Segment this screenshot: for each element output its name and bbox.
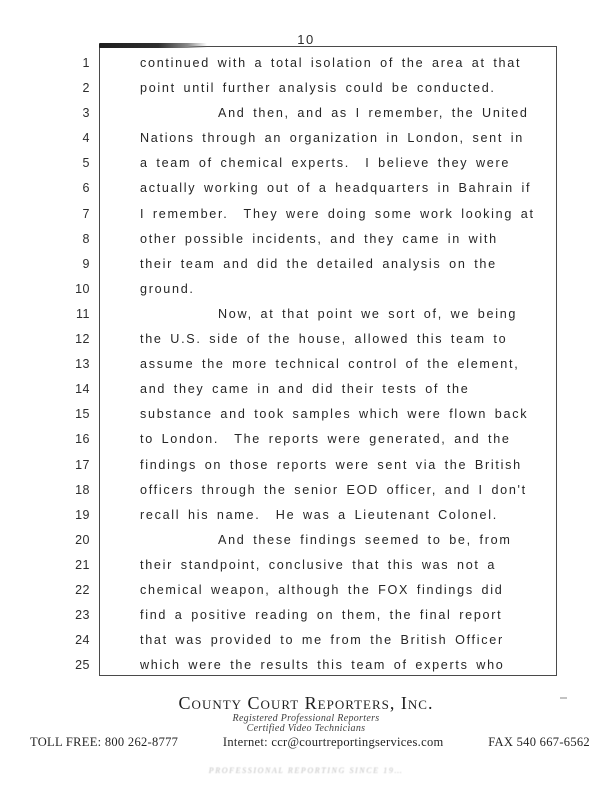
line-number: 4 xyxy=(82,131,90,146)
line-number: 20 xyxy=(75,532,90,547)
transcript-line-text: their team and did the detailed analysis on the xyxy=(140,256,497,271)
transcript-line-text: continued with a total isolation of the area at that xyxy=(140,56,522,70)
transcript-row xyxy=(0,478,612,503)
transcript-line-text: the U.S. side of the house, allowed this team to xyxy=(140,332,508,347)
transcript-line-text: other possible incidents, and they came in with xyxy=(140,231,498,246)
transcript-row xyxy=(0,252,612,277)
transcript-line-text: a team of chemical experts. I believe they were xyxy=(140,156,511,171)
transcript-line-text: that was provided to me from the British Officer xyxy=(140,633,504,648)
transcript-line-text: to London. The reports were generated, and the xyxy=(140,432,511,447)
transcript-row xyxy=(0,101,612,126)
line-number: 15 xyxy=(75,407,90,422)
transcript-row xyxy=(0,227,612,252)
transcript-row xyxy=(0,51,612,76)
transcript-line-text: substance and took samples which were flown back xyxy=(140,407,529,422)
transcript-line-text: recall his name. He was a Lieutenant Colonel. xyxy=(140,507,498,522)
line-number: 14 xyxy=(75,382,90,397)
transcript-row xyxy=(0,603,612,628)
footer-internet-email: Internet: ccr@courtreportingservices.com xyxy=(222,735,444,749)
transcript-row xyxy=(0,553,612,578)
transcript-line-text: actually working out of a headquarters in Bahrain if xyxy=(140,181,532,196)
transcript-row xyxy=(0,327,612,352)
transcript-line-text: I remember. They were doing some work looking at xyxy=(140,206,535,221)
transcript-line-text: which were the results this team of experts who xyxy=(140,658,505,673)
line-number: 22 xyxy=(75,582,90,597)
transcript-line-text: And these findings seemed to be, from xyxy=(218,532,512,547)
footer-fax: FAX 540 667-6562 xyxy=(488,735,590,749)
footer-contact-line xyxy=(30,735,590,750)
transcript-row xyxy=(0,578,612,603)
transcript-rows xyxy=(0,51,612,678)
line-number: 24 xyxy=(75,633,90,648)
transcript-row xyxy=(0,302,612,327)
transcript-line-text: Now, at that point we sort of, we being xyxy=(218,306,518,321)
transcript-row xyxy=(0,402,612,427)
footer-company-name: County Court Reporters, Inc. xyxy=(178,693,434,713)
line-number: 12 xyxy=(75,332,90,347)
transcript-row xyxy=(0,76,612,101)
transcript-row xyxy=(0,277,612,302)
transcript-row xyxy=(0,628,612,653)
footer-tagline-registered: Registered Professional Reporters xyxy=(232,713,380,724)
line-number: 17 xyxy=(75,457,90,472)
transcript-row xyxy=(0,377,612,402)
line-number: 10 xyxy=(75,281,90,296)
line-number: 6 xyxy=(82,181,90,196)
transcript-line-text: findings on those reports were sent via the British xyxy=(140,457,522,472)
line-number: 13 xyxy=(75,357,90,372)
line-number: 2 xyxy=(82,81,90,96)
transcript-row xyxy=(0,151,612,176)
line-number: 19 xyxy=(75,507,90,522)
transcript-row xyxy=(0,453,612,478)
line-number: 16 xyxy=(75,432,90,447)
transcript-line-text: their standpoint, conclusive that this was not a xyxy=(140,557,497,572)
line-number: 25 xyxy=(75,658,90,673)
footer-tagline-certified: Certified Video Technicians xyxy=(246,723,366,734)
transcript-row xyxy=(0,528,612,553)
transcript-line-text: officers through the senior EOD officer, and I don't xyxy=(140,482,527,497)
line-number: 23 xyxy=(75,608,90,623)
line-number: 5 xyxy=(82,156,90,171)
line-number: 8 xyxy=(82,231,90,246)
footer-faint-tagline: PROFESSIONAL REPORTING SINCE 19… xyxy=(208,766,404,775)
transcript-line-text: assume the more technical control of the element, xyxy=(140,357,520,372)
line-number: 7 xyxy=(82,206,90,221)
transcript-row xyxy=(0,427,612,452)
transcript-line-text: Nations through an organization in London, sent in xyxy=(140,131,524,146)
transcript-line-text: And then, and as I remember, the United xyxy=(218,106,529,121)
transcript-row xyxy=(0,176,612,201)
transcript-line-text: find a positive reading on them, the final report xyxy=(140,608,503,623)
transcript-row xyxy=(0,202,612,227)
line-number: 18 xyxy=(75,482,90,497)
transcript-line-text: and they came in and did their tests of the xyxy=(140,382,470,397)
line-number: 9 xyxy=(82,256,90,271)
scan-artifact-smudge xyxy=(99,43,207,48)
line-number: 11 xyxy=(76,306,90,321)
line-number: 1 xyxy=(82,56,90,70)
line-number: 3 xyxy=(82,106,90,121)
transcript-row xyxy=(0,352,612,377)
footer-toll-free: TOLL FREE: 800 262-8777 xyxy=(30,735,179,749)
page-number: 10 xyxy=(297,32,315,47)
transcript-line-text: point until further analysis could be conducted. xyxy=(140,81,496,96)
line-number: 21 xyxy=(75,557,90,572)
transcript-row xyxy=(0,126,612,151)
transcript-row xyxy=(0,503,612,528)
transcript-line-text: ground. xyxy=(140,281,195,296)
transcript-row xyxy=(0,653,612,678)
transcript-line-text: chemical weapon, although the FOX findings did xyxy=(140,582,504,597)
